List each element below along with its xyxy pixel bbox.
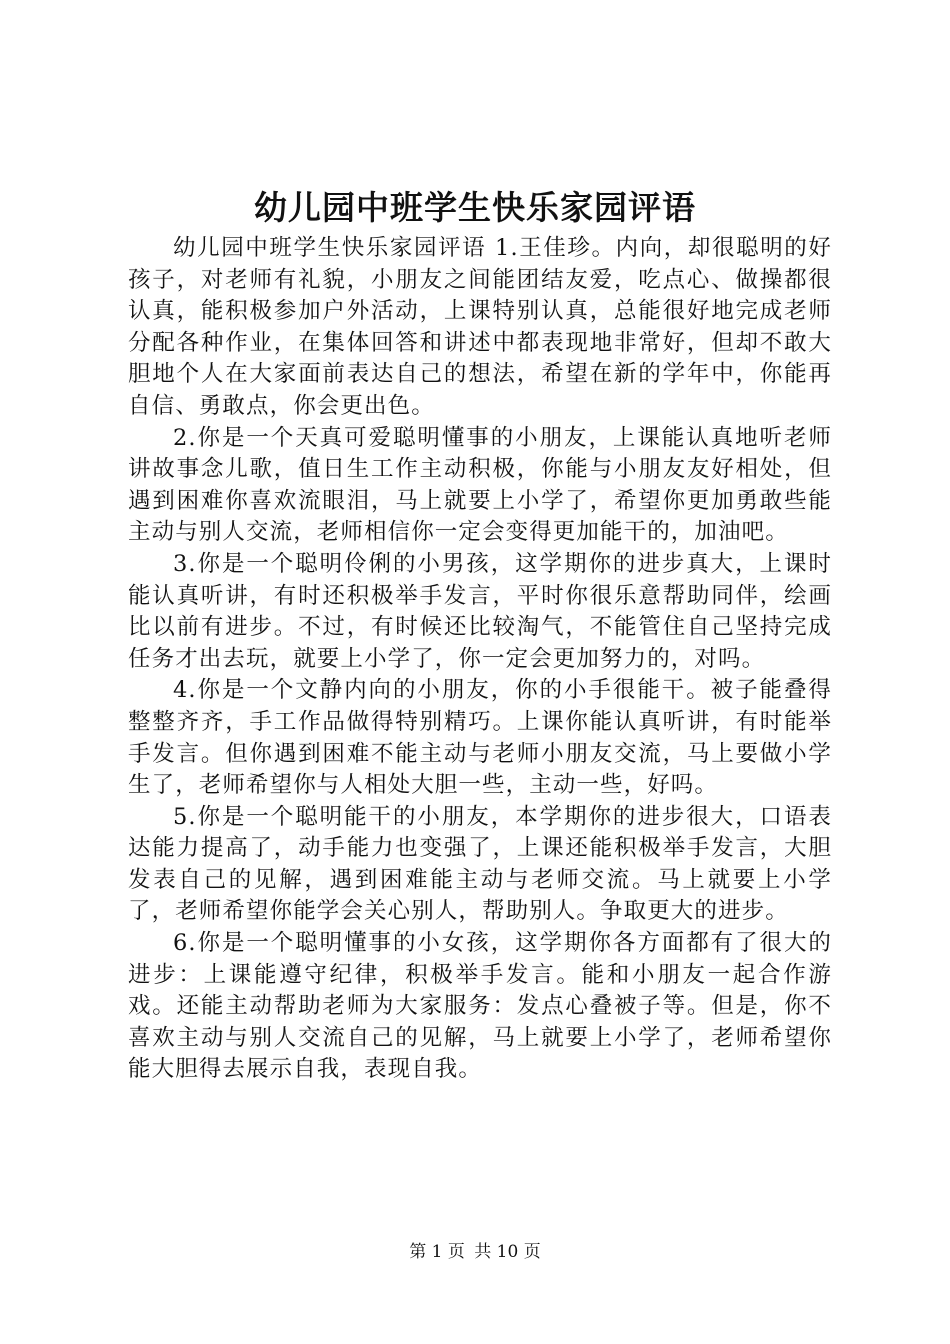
- document-body: [128, 233, 832, 1086]
- page-number: 第 1 页: [409, 1242, 465, 1262]
- paragraph-6: 6.你是一个聪明懂事的小女孩，这学期你各方面都有了很大的进步：上课能遵守纪律，积极举手发言。能和小朋友一起合作游戏。还能主动帮助老师为大家服务：发点心叠被子等。但是，你不喜欢主动与别人交流自己的见解，马上就要上小学了，老师希望你能大胆得去展示自我，表现自我。: [128, 930, 832, 1083]
- page-title: 幼儿园中班学生快乐家园评语: [254, 188, 696, 227]
- paragraph-5: 5.你是一个聪明能干的小朋友，本学期你的进步很大，口语表达能力提高了，动手能力也变强了，上课还能积极举手发言，大胆发表自己的见解，遇到困难能主动与老师交流。马上就要上小学了，老师希望你能学会关心别人，帮助别人。争取更大的进步。: [128, 803, 832, 925]
- page-footer: [0, 1240, 950, 1264]
- page-total: 共 10 页: [474, 1242, 541, 1262]
- paragraph-4: 4.你是一个文静内向的小朋友，你的小手很能干。被子能叠得整整齐齐，手工作品做得特别精巧。上课你能认真听讲，有时能举手发言。但你遇到困难不能主动与老师小朋友交流，马上要做小学生了，老师希望你与人相处大胆一些，主动一些，好吗。: [128, 677, 832, 799]
- paragraph-3: 3.你是一个聪明伶俐的小男孩，这学期你的进步真大，上课时能认真听讲，有时还积极举手发言，平时你很乐意帮助同伴，绘画比以前有进步。不过，有时候还比较淘气，不能管住自己坚持完成任务才出去玩，就要上小学了，你一定会更加努力的，对吗。: [128, 550, 832, 672]
- paragraph-1: 幼儿园中班学生快乐家园评语 1.王佳珍。内向，却很聪明的好孩子，对老师有礼貌，小朋友之间能团结友爱，吃点心、做操都很认真，能积极参加户外活动，上课特别认真，总能很好地完成老师分配各种作业，在集体回答和讲述中都表现地非常好，但却不敢大胆地个人在大家面前表达自己的想法，希望在新的学年中，你能再自信、勇敢点，你会更出色。: [128, 235, 832, 419]
- paragraph-2: 2.你是一个天真可爱聪明懂事的小朋友，上课能认真地听老师讲故事念儿歌，值日生工作主动积极，你能与小朋友友好相处，但遇到困难你喜欢流眼泪，马上就要上小学了，希望你更加勇敢些能主动与别人交流，老师相信你一定会变得更加能干的，加油吧。: [128, 424, 832, 546]
